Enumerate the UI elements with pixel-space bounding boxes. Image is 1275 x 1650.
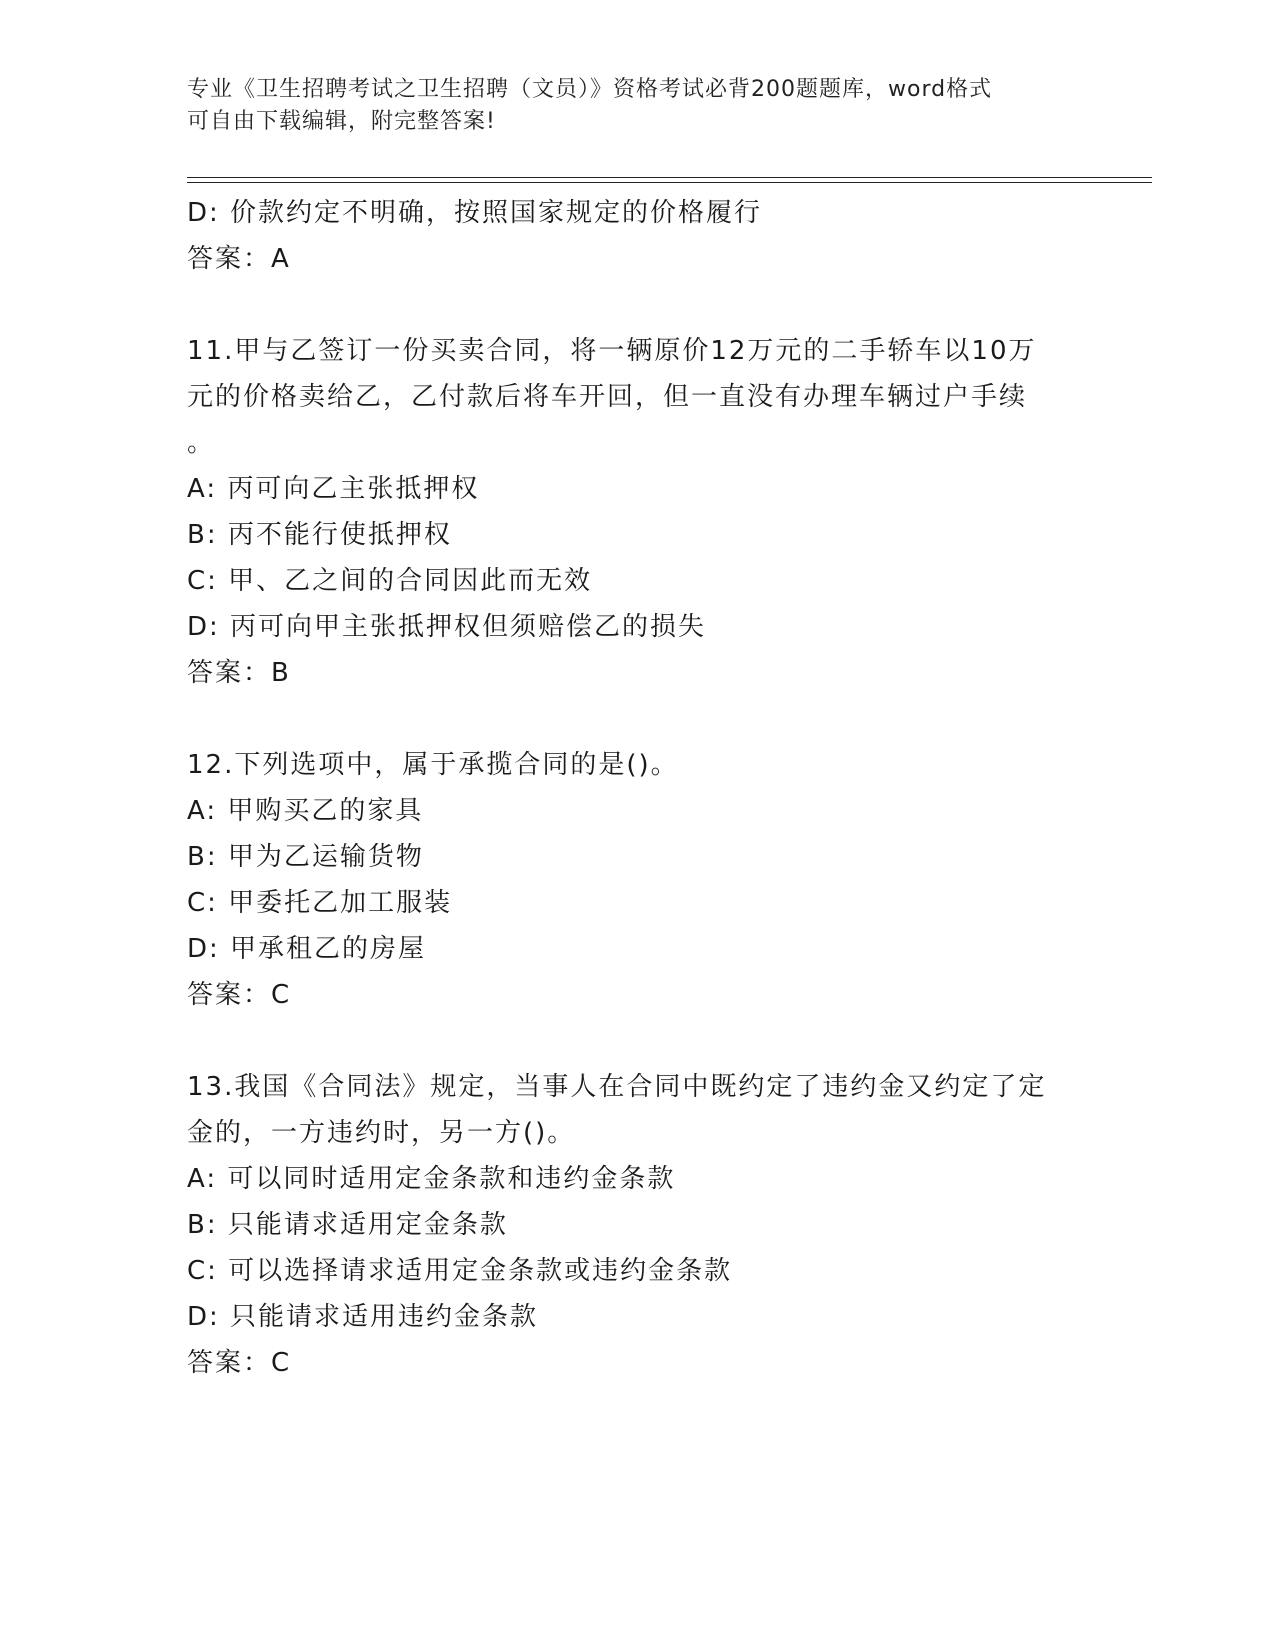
spacer <box>187 282 1087 328</box>
question-content <box>187 190 1087 1386</box>
spacer <box>187 696 1087 742</box>
option-d: D: 甲承租乙的房屋 <box>187 934 427 964</box>
option-b: B: 丙不能行使抵押权 <box>187 520 452 550</box>
answer: 答案：C <box>187 1348 292 1378</box>
previous-question-tail <box>187 190 1087 282</box>
option-d: D: 只能请求适用违约金条款 <box>187 1302 539 1332</box>
question-12 <box>187 742 1087 1018</box>
question-11 <box>187 328 1087 696</box>
option-d: D: 价款约定不明确，按照国家规定的价格履行 <box>187 198 763 228</box>
header-line-1: 专业《卫生招聘考试之卫生招聘（文员）》资格考试必背200题题库，word格式 <box>187 77 993 102</box>
question-stem-line: 。 <box>187 428 216 458</box>
option-b: B: 只能请求适用定金条款 <box>187 1210 508 1240</box>
option-a: A: 甲购买乙的家具 <box>187 796 424 826</box>
option-a: A: 可以同时适用定金条款和违约金条款 <box>187 1164 676 1194</box>
header-divider-top <box>187 177 1152 178</box>
header-divider-bottom <box>187 182 1152 183</box>
answer: 答案：C <box>187 980 292 1010</box>
answer: 答案：B <box>187 658 291 688</box>
question-13 <box>187 1064 1087 1386</box>
option-d: D: 丙可向甲主张抵押权但须赔偿乙的损失 <box>187 612 707 642</box>
answer: 答案：A <box>187 244 291 274</box>
option-c: C: 甲委托乙加工服装 <box>187 888 453 918</box>
option-c: C: 可以选择请求适用定金条款或违约金条款 <box>187 1256 733 1286</box>
option-a: A: 丙可向乙主张抵押权 <box>187 474 480 504</box>
question-stem-line: 13.我国《合同法》规定，当事人在合同中既约定了违约金又约定了定 <box>187 1072 1047 1102</box>
option-c: C: 甲、乙之间的合同因此而无效 <box>187 566 593 596</box>
header-line-2: 可自由下载编辑，附完整答案! <box>187 109 496 134</box>
option-b: B: 甲为乙运输货物 <box>187 842 424 872</box>
spacer <box>187 1018 1087 1064</box>
question-stem-line: 11.甲与乙签订一份买卖合同，将一辆原价12万元的二手轿车以10万 <box>187 336 1037 366</box>
document-header <box>187 74 1067 138</box>
question-stem-line: 12.下列选项中，属于承揽合同的是()。 <box>187 750 679 780</box>
question-stem-line: 元的价格卖给乙，乙付款后将车开回，但一直没有办理车辆过户手续 <box>187 382 1028 412</box>
question-stem-line: 金的，一方违约时，另一方()。 <box>187 1118 576 1148</box>
